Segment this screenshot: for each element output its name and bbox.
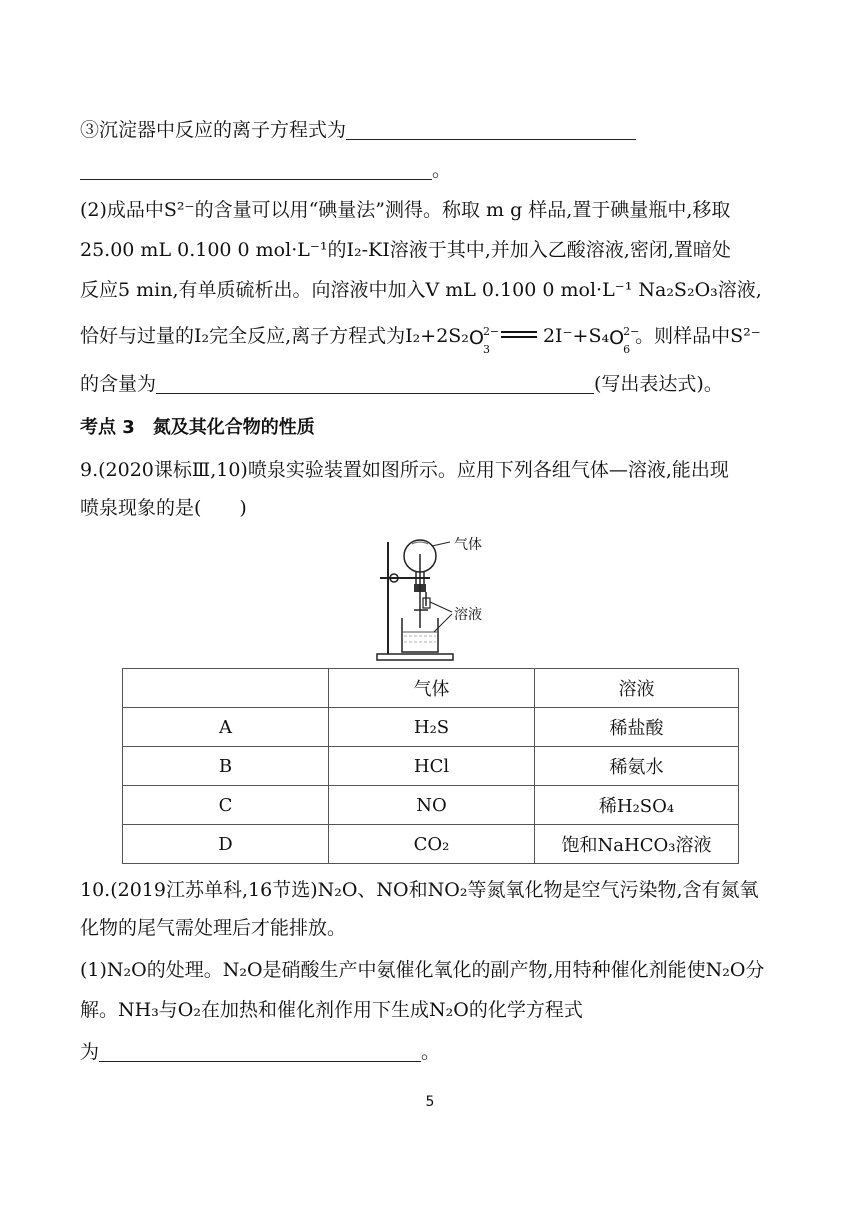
table-header-cell: 气体: [329, 669, 535, 708]
thiosulfate-ion: O 2− 3: [468, 325, 500, 356]
gas-cell: CO₂: [329, 825, 535, 864]
q8-p2-line2: 25.00 mL 0.100 0 mol·L⁻¹的I₂-KI溶液于其中,并加入乙酸溶液,密闭,置暗处: [80, 239, 731, 261]
text: (写出表达式)。: [594, 373, 723, 395]
apparatus-drawing: [372, 532, 502, 664]
q9-line2: 喷泉现象的是( ): [80, 497, 247, 519]
gas-cell: H₂S: [329, 708, 535, 747]
q8-item3-text: ③沉淀器中反应的离子方程式为: [80, 119, 347, 141]
q10-line5: [80, 1038, 440, 1066]
equals-sign: [501, 331, 537, 339]
answer-blank[interactable]: [99, 1043, 421, 1062]
gas-cell: HCl: [329, 747, 535, 786]
q8-p2-line4: [80, 322, 761, 356]
option-letter: D: [123, 825, 329, 864]
q10-line4: 解。NH₃与O₂在加热和催化剂作用下生成N₂O的化学方程式: [80, 999, 583, 1021]
q10-line1: 10.(2019江苏单科,16节选)N₂O、NO和NO₂等氮氧化物是空气污染物,含有氮氧: [80, 879, 759, 901]
options-table: [122, 668, 739, 864]
figure-label-gas: 气体: [454, 537, 482, 553]
text: 2I⁻+S₄: [542, 325, 610, 347]
table-header-row: [123, 669, 739, 708]
table-row: [123, 708, 739, 747]
gas-cell: NO: [329, 786, 535, 825]
solution-cell: 稀氨水: [535, 747, 739, 786]
answer-blank[interactable]: [346, 121, 636, 140]
q8-p2-line3: 反应5 min,有单质硫析出。向溶液中加入V mL 0.100 0 mol·L⁻¹ Na₂S₂O₃溶液,: [80, 279, 762, 301]
tetrathionate-ion: O 2− 6: [609, 325, 640, 356]
section-heading: 考点 3 氮及其化合物的性质: [80, 417, 315, 438]
option-letter: B: [123, 747, 329, 786]
answer-blank[interactable]: [156, 375, 594, 394]
q8-p2-line5: [80, 370, 723, 398]
answer-blank[interactable]: [80, 161, 432, 180]
page-number: 5: [425, 1094, 435, 1110]
punctuation: 。: [432, 159, 452, 181]
table-row: [123, 786, 739, 825]
text: 为: [80, 1041, 100, 1063]
q8-p2-line1: (2)成品中S²⁻的含量可以用“碘量法”测得。称取 m g 样品,置于碘量瓶中,移取: [80, 199, 731, 221]
figure-label-solution: 溶液: [454, 607, 482, 623]
fountain-apparatus-figure: [372, 532, 502, 664]
solution-cell: 饱和NaHCO₃溶液: [535, 825, 739, 864]
q10-line3: (1)N₂O的处理。N₂O是硝酸生产中氨催化氧化的副产物,用特种催化剂能使N₂O分: [80, 959, 765, 981]
solution-cell: 稀盐酸: [535, 708, 739, 747]
q8-item3: [80, 116, 636, 144]
q10-line2: 化物的尾气需处理后才能排放。: [80, 917, 347, 939]
solution-cell: 稀H₂SO₄: [535, 786, 739, 825]
q9-line1: 9.(2020课标Ⅲ,10)喷泉实验装置如图所示。应用下列各组气体—溶液,能出现: [80, 459, 729, 481]
table-header-cell: [123, 669, 329, 708]
text: 的含量为: [80, 373, 157, 395]
text: 。: [421, 1041, 441, 1063]
text: 恰好与过量的I₂完全反应,离子方程式为I₂+2S₂: [80, 325, 469, 347]
option-letter: A: [123, 708, 329, 747]
option-letter: C: [123, 786, 329, 825]
q8-item3-cont: [80, 156, 451, 184]
table-row: [123, 825, 739, 864]
text: 。则样品中S²⁻: [635, 325, 761, 347]
table-row: [123, 747, 739, 786]
table-header-cell: 溶液: [535, 669, 739, 708]
